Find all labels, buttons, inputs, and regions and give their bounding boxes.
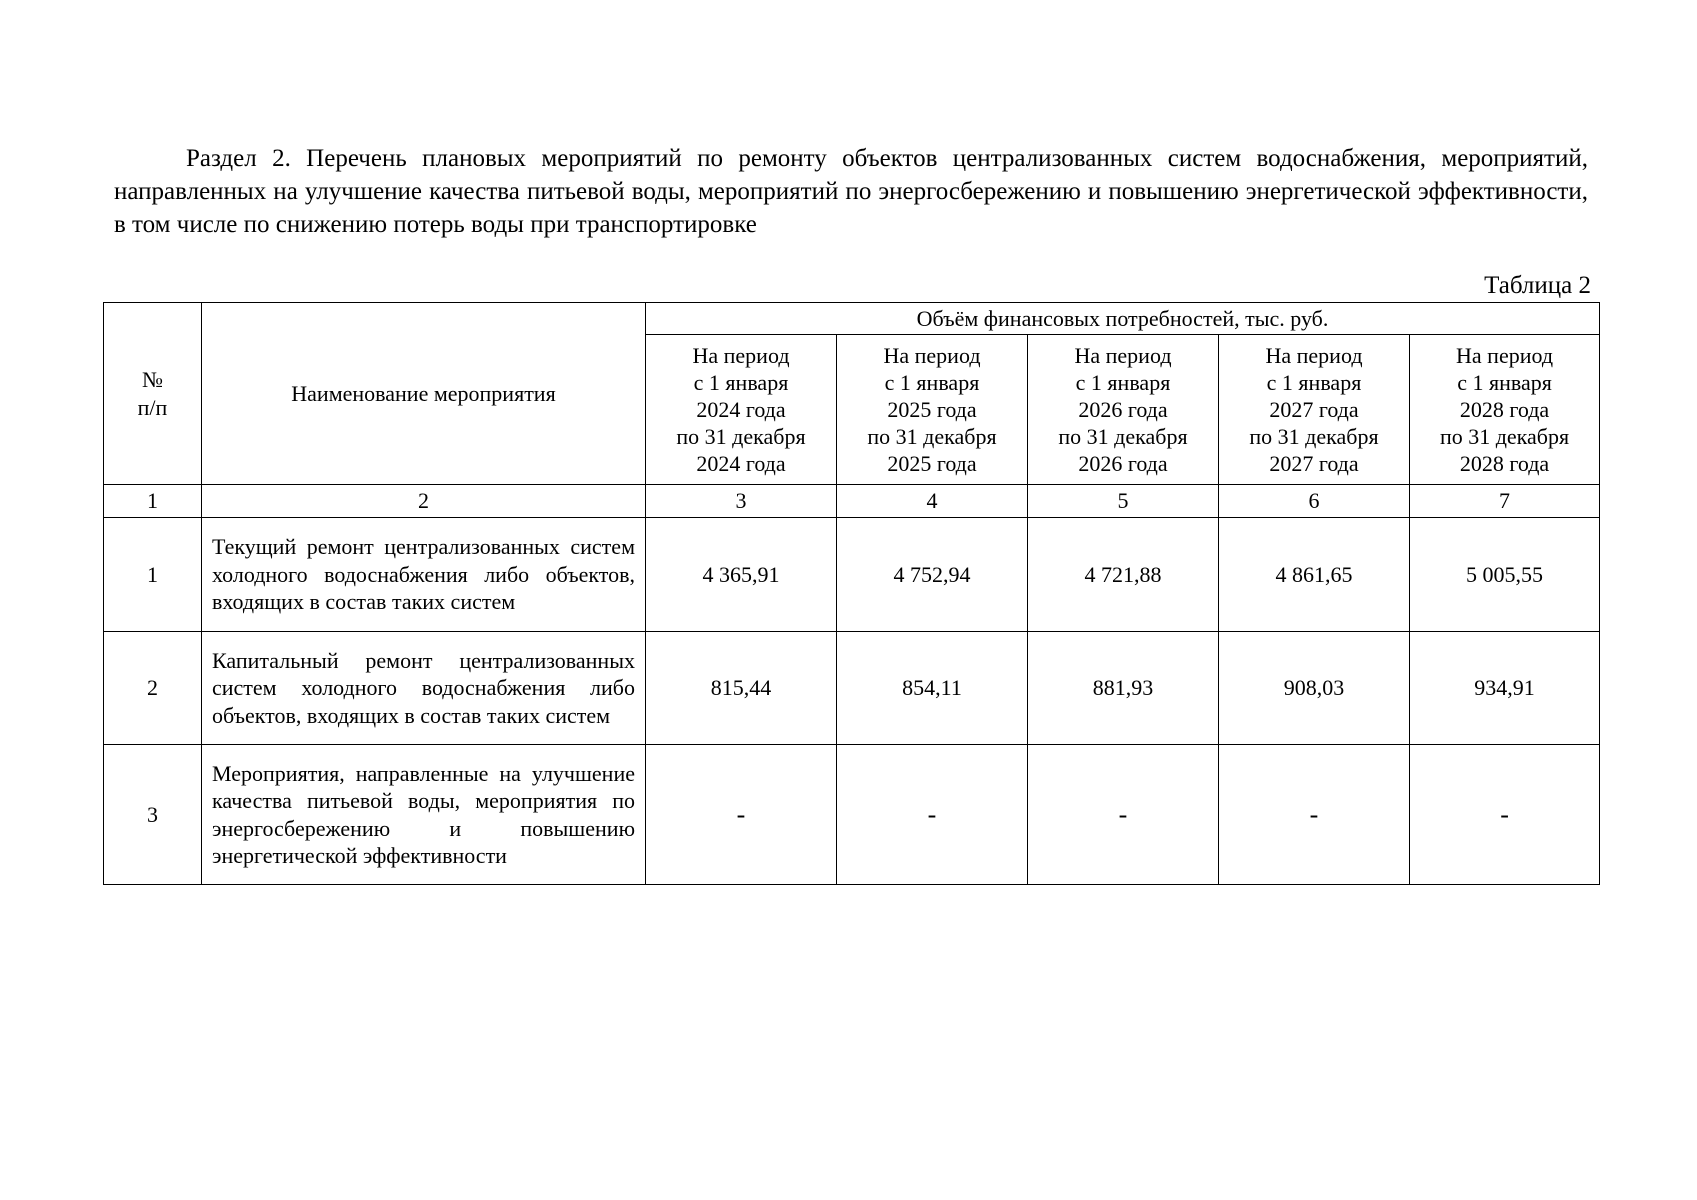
value-cell: 908,03 bbox=[1219, 632, 1410, 745]
table-caption: Таблица 2 bbox=[1484, 272, 1591, 299]
row-number: 2 bbox=[104, 632, 202, 745]
value-cell: 5 005,55 bbox=[1410, 518, 1600, 632]
financial-needs-table bbox=[103, 302, 1600, 885]
table-row bbox=[104, 632, 1600, 745]
value-cell: 4 721,88 bbox=[1028, 518, 1219, 632]
measure-name: Мероприятия, направленные на улучшение качества питьевой воды, мероприятия по энергосбережению и повышению энергетической эффективности bbox=[202, 745, 646, 885]
period-header-2024: На период с 1 января 2024 года по 31 декабря 2024 года bbox=[646, 335, 837, 485]
row-number: 3 bbox=[104, 745, 202, 885]
period-header-2027: На период с 1 января 2027 года по 31 декабря 2027 года bbox=[1219, 335, 1410, 485]
table-row bbox=[104, 518, 1600, 632]
value-cell: - bbox=[646, 745, 837, 885]
value-cell: 934,91 bbox=[1410, 632, 1600, 745]
table-row bbox=[104, 745, 1600, 885]
measure-name: Текущий ремонт централизованных систем холодного водоснабжения либо объектов, входящих в состав таких систем bbox=[202, 518, 646, 632]
value-cell: - bbox=[1028, 745, 1219, 885]
period-header-2028: На период с 1 января 2028 года по 31 декабря 2028 года bbox=[1410, 335, 1600, 485]
col-name-header: Наименование мероприятия bbox=[202, 303, 646, 485]
value-cell: 815,44 bbox=[646, 632, 837, 745]
period-header-2025: На период с 1 января 2025 года по 31 декабря 2025 года bbox=[837, 335, 1028, 485]
column-number: 6 bbox=[1219, 485, 1410, 518]
value-cell: 4 752,94 bbox=[837, 518, 1028, 632]
measure-name: Капитальный ремонт централизованных систем холодного водоснабжения либо объектов, входящих в состав таких систем bbox=[202, 632, 646, 745]
column-number: 7 bbox=[1410, 485, 1600, 518]
column-number: 3 bbox=[646, 485, 837, 518]
financial-group-header: Объём финансовых потребностей, тыс. руб. bbox=[646, 303, 1600, 335]
value-cell: 4 365,91 bbox=[646, 518, 837, 632]
period-header-2026: На период с 1 января 2026 года по 31 декабря 2026 года bbox=[1028, 335, 1219, 485]
row-number: 1 bbox=[104, 518, 202, 632]
column-numbers-row bbox=[104, 485, 1600, 518]
section-heading: Раздел 2. Перечень плановых мероприятий по ремонту объектов централизованных систем водоснабжения, мероприятий, направленных на улучшение качества питьевой воды, мероприятий по энергосбережению и повышению энергетической эффективности, в том числе по снижению потерь воды при транспортировке bbox=[114, 145, 1588, 238]
column-number: 5 bbox=[1028, 485, 1219, 518]
value-cell: 4 861,65 bbox=[1219, 518, 1410, 632]
value-cell: - bbox=[1410, 745, 1600, 885]
value-cell: 881,93 bbox=[1028, 632, 1219, 745]
value-cell: 854,11 bbox=[837, 632, 1028, 745]
column-number: 4 bbox=[837, 485, 1028, 518]
value-cell: - bbox=[837, 745, 1028, 885]
value-cell: - bbox=[1219, 745, 1410, 885]
column-number: 1 bbox=[104, 485, 202, 518]
column-number: 2 bbox=[202, 485, 646, 518]
header-row-group bbox=[104, 303, 1600, 335]
col-number-header: № п/п bbox=[104, 303, 202, 485]
